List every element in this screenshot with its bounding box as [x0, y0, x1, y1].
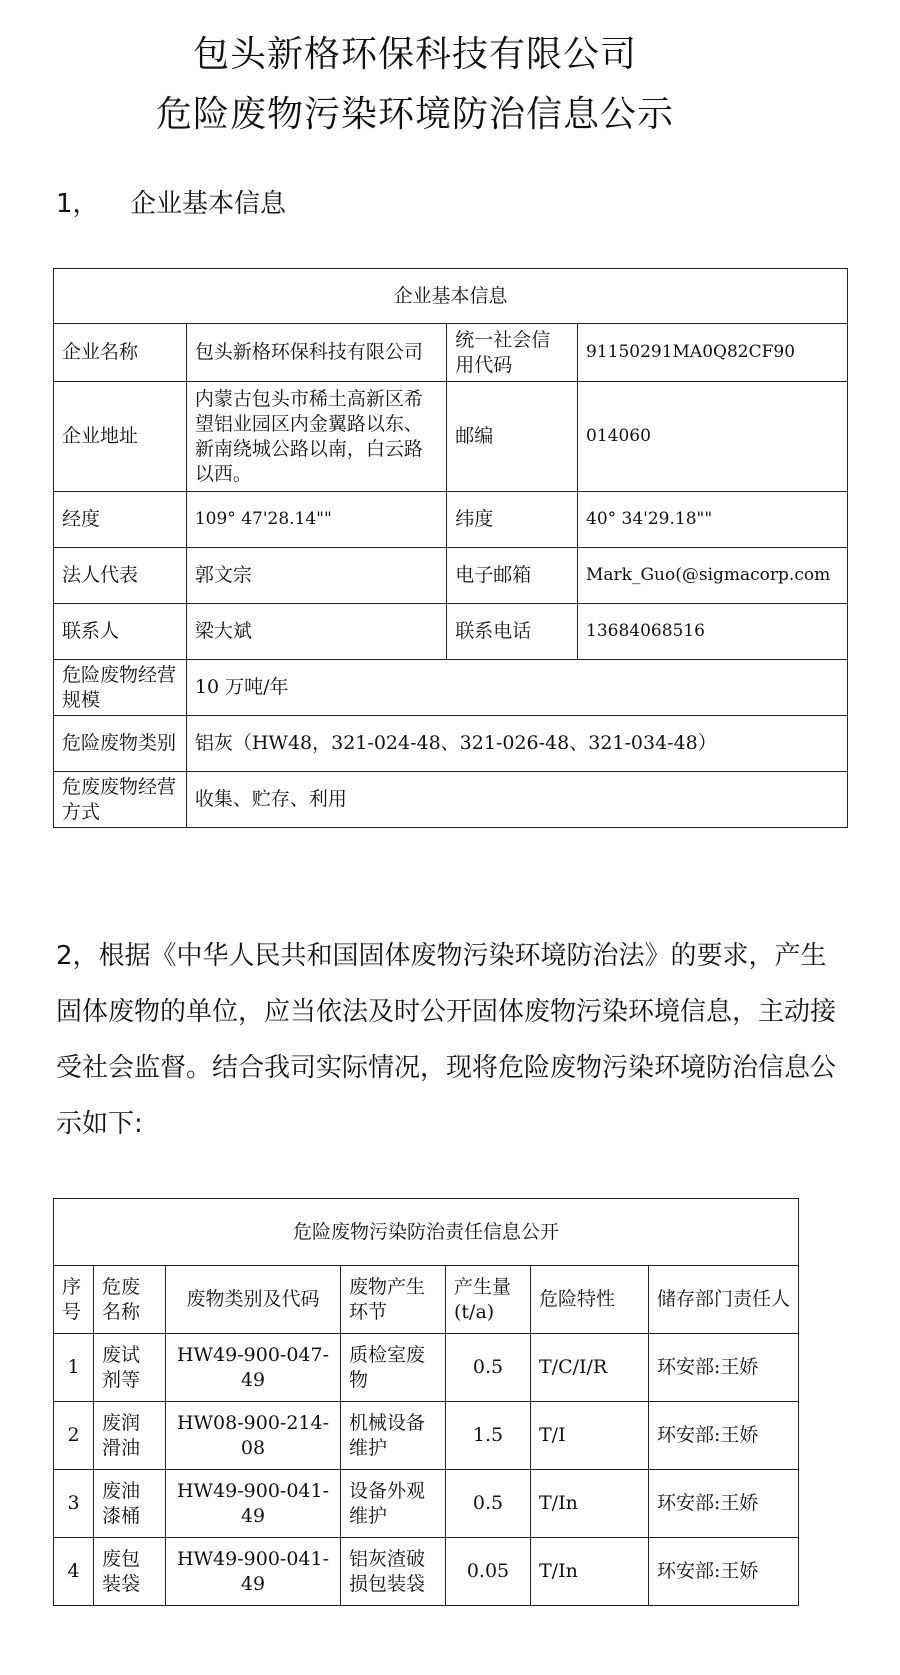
header-cell: 储存部门责任人	[649, 1266, 799, 1334]
info-value: 10 万吨/年	[186, 660, 847, 716]
waste-name: 废润滑油	[94, 1402, 166, 1470]
waste-source: 质检室废物	[341, 1334, 446, 1402]
info-label: 企业名称	[54, 324, 187, 382]
resp-table-caption: 危险废物污染防治责任信息公开	[54, 1199, 799, 1266]
info-value: 014060	[578, 382, 848, 492]
info-label: 企业地址	[54, 382, 187, 492]
responsible-dept: 环安部:王娇	[649, 1538, 799, 1606]
hazard-property: T/I	[531, 1402, 649, 1470]
section1-number: 1，	[56, 189, 99, 219]
row-index: 1	[54, 1334, 94, 1402]
header-cell: 危废名称	[94, 1266, 166, 1334]
info-label: 电子邮箱	[447, 548, 578, 604]
waste-amount: 0.05	[446, 1538, 531, 1606]
section2-paragraph: 2，根据《中华人民共和国固体废物污染环境防治法》的要求，产生固体废物的单位，应当依法及时公开固体废物污染环境信息，主动接受社会监督。结合我司实际情况，现将危险废物污染环境防治信息公示如下:	[56, 941, 837, 1139]
waste-code: HW49-900-047-49	[166, 1334, 341, 1402]
header-cell: 产生量(t/a)	[446, 1266, 531, 1334]
phone-value: 13684068516	[578, 604, 848, 660]
info-value: 梁大斌	[186, 604, 446, 660]
info-label: 法人代表	[54, 548, 187, 604]
hazard-property: T/In	[531, 1538, 649, 1606]
info-label: 危险废物经营规模	[54, 660, 187, 716]
waste-source: 铝灰渣破损包装袋	[341, 1538, 446, 1606]
info-label: 纬度	[447, 492, 578, 548]
section1-title: 企业基本信息	[130, 189, 287, 219]
info-label: 联系人	[54, 604, 187, 660]
waste-name: 废油漆桶	[94, 1470, 166, 1538]
waste-source: 机械设备维护	[341, 1402, 446, 1470]
waste-code: HW49-900-041-49	[166, 1470, 341, 1538]
info-value: 109° 47'28.14""	[186, 492, 446, 548]
info-label: 邮编	[447, 382, 578, 492]
waste-name: 废试剂等	[94, 1334, 166, 1402]
info-value: 40° 34'29.18""	[578, 492, 848, 548]
info-value: 收集、贮存、利用	[186, 772, 847, 828]
enterprise-info-table	[53, 268, 848, 828]
row-index: 4	[54, 1538, 94, 1606]
hazard-property: T/In	[531, 1470, 649, 1538]
waste-code: HW08-900-214-08	[166, 1402, 341, 1470]
header-cell: 废物产生环节	[341, 1266, 446, 1334]
waste-source: 设备外观维护	[341, 1470, 446, 1538]
info-label: 经度	[54, 492, 187, 548]
info-table-caption: 企业基本信息	[54, 269, 848, 324]
info-value: 包头新格环保科技有限公司	[186, 324, 446, 382]
header-cell: 废物类别及代码	[166, 1266, 341, 1334]
info-label: 危险废物类别	[54, 716, 187, 772]
info-value: 郭文宗	[186, 548, 446, 604]
waste-amount: 0.5	[446, 1334, 531, 1402]
info-value: 内蒙古包头市稀土高新区希望铝业园区内金翼路以东、新南绕城公路以南，白云路以西。	[186, 382, 446, 492]
header-cell: 危险特性	[531, 1266, 649, 1334]
info-label: 统一社会信用代码	[447, 324, 578, 382]
responsibility-table	[53, 1198, 799, 1606]
info-value: 铝灰（HW48，321-024-48、321-026-48、321-034-48）	[186, 716, 847, 772]
info-value: 91150291MA0Q82CF90	[578, 324, 848, 382]
responsible-dept: 环安部:王娇	[649, 1470, 799, 1538]
hazard-property: T/C/I/R	[531, 1334, 649, 1402]
header-cell: 序号	[54, 1266, 94, 1334]
waste-name: 废包装袋	[94, 1538, 166, 1606]
responsible-dept: 环安部:王娇	[649, 1334, 799, 1402]
info-label: 危废废物经营方式	[54, 772, 187, 828]
row-index: 3	[54, 1470, 94, 1538]
waste-amount: 1.5	[446, 1402, 531, 1470]
page-title: 危险废物污染环境防治信息公示	[155, 94, 674, 135]
responsible-dept: 环安部:王娇	[649, 1402, 799, 1470]
company-title: 包头新格环保科技有限公司	[192, 34, 637, 75]
waste-code: HW49-900-041-49	[166, 1538, 341, 1606]
row-index: 2	[54, 1402, 94, 1470]
email-value: Mark_Guo(@sigmacorp.com	[578, 548, 848, 604]
section1-heading	[56, 183, 286, 220]
waste-amount: 0.5	[446, 1470, 531, 1538]
info-label: 联系电话	[447, 604, 578, 660]
